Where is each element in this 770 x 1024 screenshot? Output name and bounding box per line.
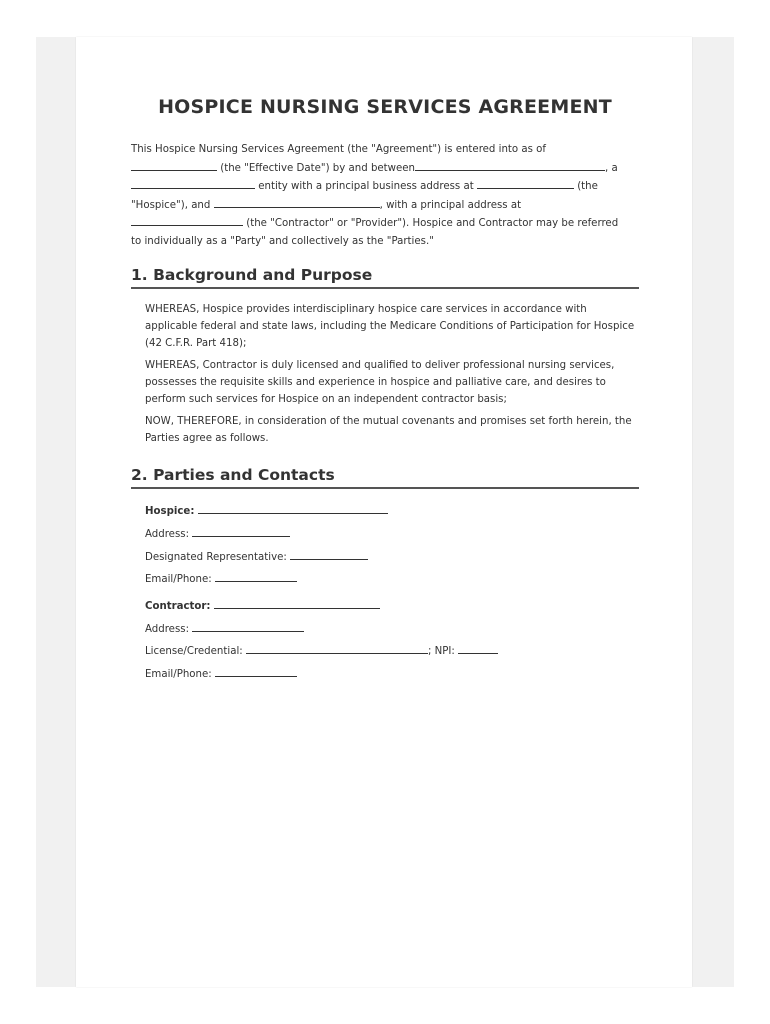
contractor-email-phone-blank[interactable] (215, 665, 297, 677)
intro-line-6: to individually as a "Party" and collectively as the "Parties." (131, 235, 434, 247)
email-phone-label: Email/Phone: (145, 574, 212, 585)
contractor-address-line-blank[interactable] (192, 620, 304, 632)
intro-line-1: This Hospice Nursing Services Agreement (the "Agreement") is entered into as of (131, 144, 546, 155)
intro-line-2a: (the "Effective Date") by and between (220, 162, 415, 174)
contractor-field (145, 597, 380, 612)
npi-blank[interactable] (458, 642, 498, 654)
license-credential-field (145, 642, 498, 657)
contractor-email-phone-field (145, 665, 297, 680)
document-page (76, 37, 692, 987)
section-1-heading: 1. Background and Purpose (131, 266, 639, 289)
hospice-email-phone-field (145, 570, 297, 585)
email-phone-label-2: Email/Phone: (145, 669, 212, 680)
hospice-field (145, 502, 388, 517)
address-label: Address: (145, 529, 190, 540)
intro-line-3a: entity with a principal business address at (258, 181, 474, 193)
intro-paragraph (131, 141, 639, 251)
intro-line-5: (the "Contractor" or "Provider"). Hospice and Contractor may be referred (246, 218, 619, 230)
intro-line-3b: (the (577, 181, 598, 193)
contractor-address-field (145, 620, 304, 635)
hospice-label: Hospice: (145, 506, 195, 517)
hospice-blank[interactable] (198, 502, 388, 514)
effective-date-blank[interactable] (131, 159, 217, 171)
entity-type-blank[interactable] (131, 177, 255, 189)
section-2-heading: 2. Parties and Contacts (131, 466, 639, 489)
representative-label: Designated Representative: (145, 552, 287, 563)
whereas-paragraph-2: WHEREAS, Contractor is duly licensed and qualified to deliver professional nursing services, possesses the requisite skills and experience in hospice and palliative care, and desires to perform such services for Hospice on an independent contractor basis; (145, 360, 615, 405)
intro-line-2b: , a (605, 162, 618, 174)
npi-label: ; NPI: (427, 646, 455, 657)
contractor-blank[interactable] (214, 597, 380, 609)
address-label-2: Address: (145, 624, 190, 635)
intro-line-4b: , with a principal address at (379, 199, 522, 211)
hospice-email-phone-blank[interactable] (215, 570, 297, 582)
contractor-label: Contractor: (145, 601, 211, 612)
license-label: License/Credential: (145, 646, 243, 657)
contractor-name-blank[interactable] (214, 196, 380, 208)
representative-blank[interactable] (290, 548, 368, 560)
hospice-address-line-blank[interactable] (192, 525, 290, 537)
hospice-name-blank[interactable] (415, 159, 605, 171)
now-therefore-paragraph: NOW, THEREFORE, in consideration of the mutual covenants and promises set forth herein, the Parties agree as follows. (145, 416, 632, 444)
license-blank[interactable] (246, 642, 428, 654)
whereas-paragraph-1: WHEREAS, Hospice provides interdisciplinary hospice care services in accordance with applicable federal and state laws, including the Medicare Conditions of Participation for Hospice (42 C.F.R. Part 418); (145, 304, 635, 349)
hospice-address-blank[interactable] (477, 177, 574, 189)
hospice-address-field (145, 525, 290, 540)
document-title: HOSPICE NURSING SERVICES AGREEMENT (158, 96, 612, 118)
intro-line-4a: "Hospice"), and (131, 199, 211, 211)
contractor-address-blank[interactable] (131, 214, 243, 226)
designated-representative-field (145, 548, 368, 563)
